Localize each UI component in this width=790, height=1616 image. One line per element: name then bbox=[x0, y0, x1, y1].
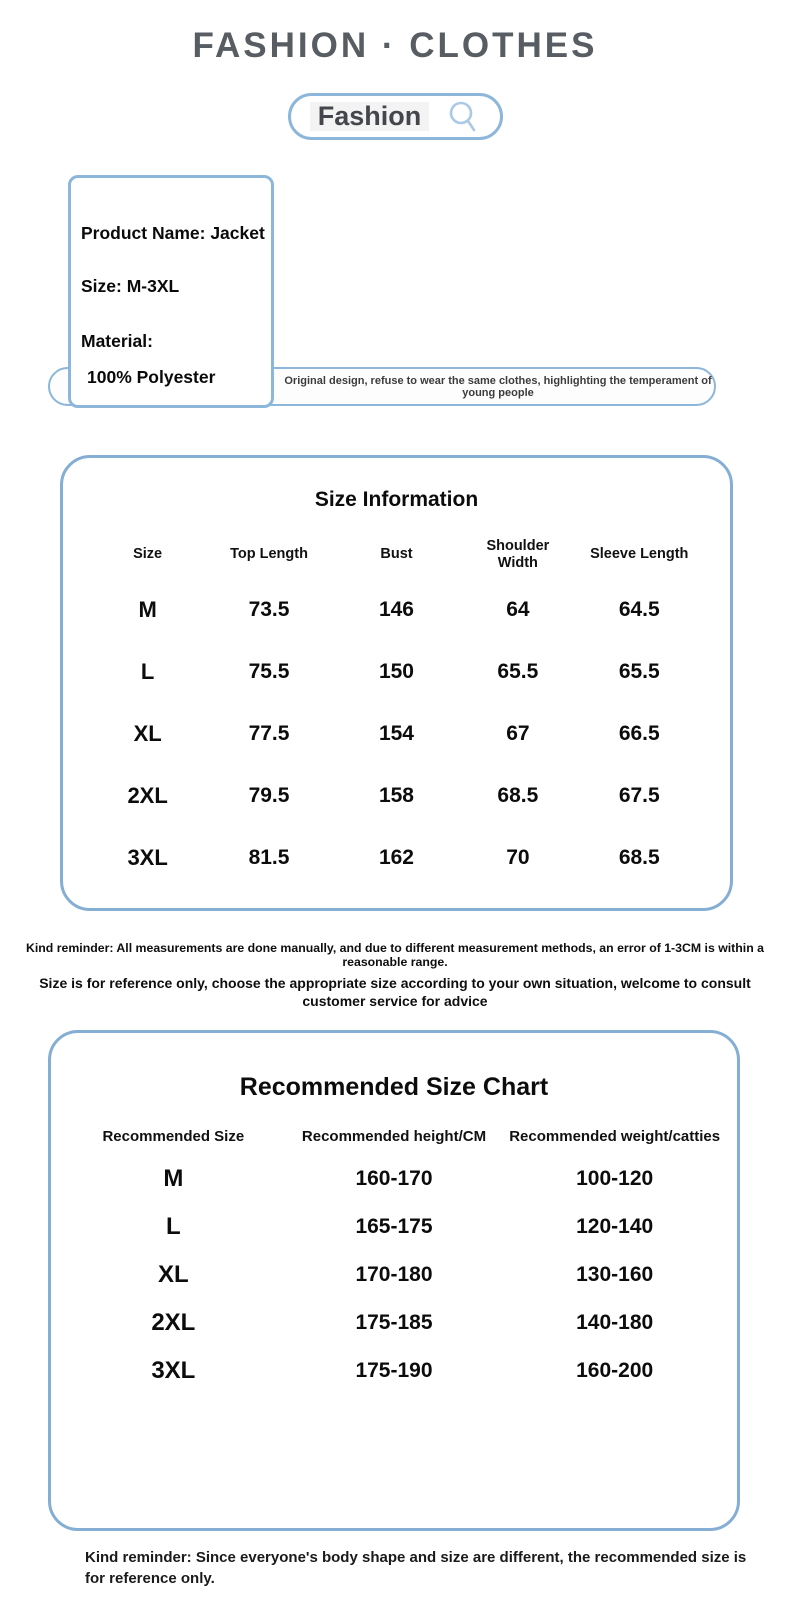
size-table-header bbox=[63, 538, 730, 571]
size-value: L bbox=[140, 659, 155, 685]
column-header-top-length: Top Length bbox=[230, 546, 308, 563]
bust-value: 146 bbox=[378, 598, 414, 622]
measurement-disclaimer bbox=[15, 941, 775, 1009]
disclaimer-line-2: Size is for reference only, choose the appropriate size according to your own situation, welcome to consult bbox=[39, 975, 751, 991]
column-header-recommended-size: Recommended Size bbox=[102, 1128, 245, 1145]
sleeve-length-value: 66.5 bbox=[618, 722, 660, 746]
weight-range: 130-160 bbox=[576, 1263, 654, 1286]
shoulder-width-value: 65.5 bbox=[497, 660, 539, 684]
top-length-value: 81.5 bbox=[248, 846, 290, 870]
material-label: Material: bbox=[81, 331, 153, 351]
size-value: XL bbox=[157, 1261, 189, 1288]
shoulder-width-value: 64 bbox=[506, 598, 530, 622]
product-size-range: Size: M-3XL bbox=[81, 276, 180, 296]
slogan-text: Original design, refuse to wear the same clothes, highlighting the temperament of young people bbox=[284, 374, 712, 399]
table-row bbox=[63, 641, 730, 703]
table-row bbox=[63, 765, 730, 827]
bust-value: 150 bbox=[378, 660, 414, 684]
table-row bbox=[63, 827, 730, 889]
size-value: L bbox=[165, 1213, 181, 1240]
sleeve-length-value: 64.5 bbox=[618, 598, 660, 622]
shoulder-width-value: 67 bbox=[506, 722, 530, 746]
size-value: 2XL bbox=[127, 783, 168, 809]
weight-range: 140-180 bbox=[576, 1311, 654, 1334]
magnifier-icon bbox=[445, 99, 481, 135]
height-range: 175-190 bbox=[355, 1359, 433, 1382]
recommended-size-disclaimer: Kind reminder: Since everyone's body shape and size are different, the recommended size is for reference only. bbox=[85, 1549, 747, 1587]
recommended-size-title: Recommended Size Chart bbox=[239, 1073, 549, 1101]
top-length-value: 75.5 bbox=[248, 660, 290, 684]
product-name: Product Name: Jacket bbox=[81, 223, 265, 243]
table-row bbox=[51, 1155, 737, 1203]
height-range: 165-175 bbox=[355, 1215, 433, 1238]
column-header-size: Size bbox=[133, 546, 163, 563]
top-length-value: 79.5 bbox=[248, 784, 290, 808]
size-value: M bbox=[163, 1165, 184, 1192]
table-row bbox=[51, 1299, 737, 1347]
brand-title: FASHION · CLOTHES bbox=[192, 26, 598, 65]
search-label: Fashion bbox=[310, 102, 430, 132]
weight-range: 160-200 bbox=[576, 1359, 654, 1382]
column-header-recommended-height: Recommended height/CM bbox=[301, 1128, 487, 1145]
material-value: 100% Polyester bbox=[87, 367, 216, 387]
size-value: 3XL bbox=[127, 845, 168, 871]
size-value: 2XL bbox=[151, 1309, 196, 1336]
size-value: 3XL bbox=[151, 1357, 196, 1384]
disclaimer-line-3: customer service for advice bbox=[302, 993, 488, 1009]
table-row bbox=[63, 703, 730, 765]
size-information-panel bbox=[60, 455, 733, 911]
recommended-table-header bbox=[51, 1128, 737, 1145]
shoulder-width-value: 70 bbox=[506, 846, 530, 870]
search-bar[interactable] bbox=[288, 93, 503, 140]
size-table-body bbox=[63, 579, 730, 889]
column-header-bust: Bust bbox=[380, 546, 413, 563]
weight-range: 120-140 bbox=[576, 1215, 654, 1238]
bust-value: 162 bbox=[378, 846, 414, 870]
height-range: 175-185 bbox=[355, 1311, 433, 1334]
top-length-value: 77.5 bbox=[248, 722, 290, 746]
sleeve-length-value: 68.5 bbox=[618, 846, 660, 870]
bust-value: 154 bbox=[378, 722, 414, 746]
sleeve-length-value: 67.5 bbox=[618, 784, 660, 808]
table-row bbox=[51, 1251, 737, 1299]
top-length-value: 73.5 bbox=[248, 598, 290, 622]
product-info-card bbox=[68, 175, 274, 408]
bust-value: 158 bbox=[378, 784, 414, 808]
table-row bbox=[63, 579, 730, 641]
shoulder-width-value: 68.5 bbox=[497, 784, 539, 808]
table-row bbox=[51, 1203, 737, 1251]
height-range: 160-170 bbox=[355, 1167, 433, 1190]
recommended-table-body bbox=[51, 1155, 737, 1395]
weight-range: 100-120 bbox=[576, 1167, 654, 1190]
sleeve-length-value: 65.5 bbox=[618, 660, 660, 684]
table-row bbox=[51, 1347, 737, 1395]
column-header-shoulder-width: Shoulder Width bbox=[486, 538, 550, 571]
size-information-title: Size Information bbox=[314, 488, 479, 511]
height-range: 170-180 bbox=[355, 1263, 433, 1286]
size-value: XL bbox=[133, 721, 162, 747]
column-header-recommended-weight: Recommended weight/catties bbox=[509, 1128, 721, 1145]
column-header-sleeve-length: Sleeve Length bbox=[590, 546, 689, 563]
size-value: M bbox=[138, 597, 157, 623]
recommended-size-panel bbox=[48, 1030, 740, 1531]
disclaimer-line-1: Kind reminder: All measurements are done manually, and due to different measurement methods, an error of 1-3CM is within a reasonable range. bbox=[26, 941, 764, 969]
